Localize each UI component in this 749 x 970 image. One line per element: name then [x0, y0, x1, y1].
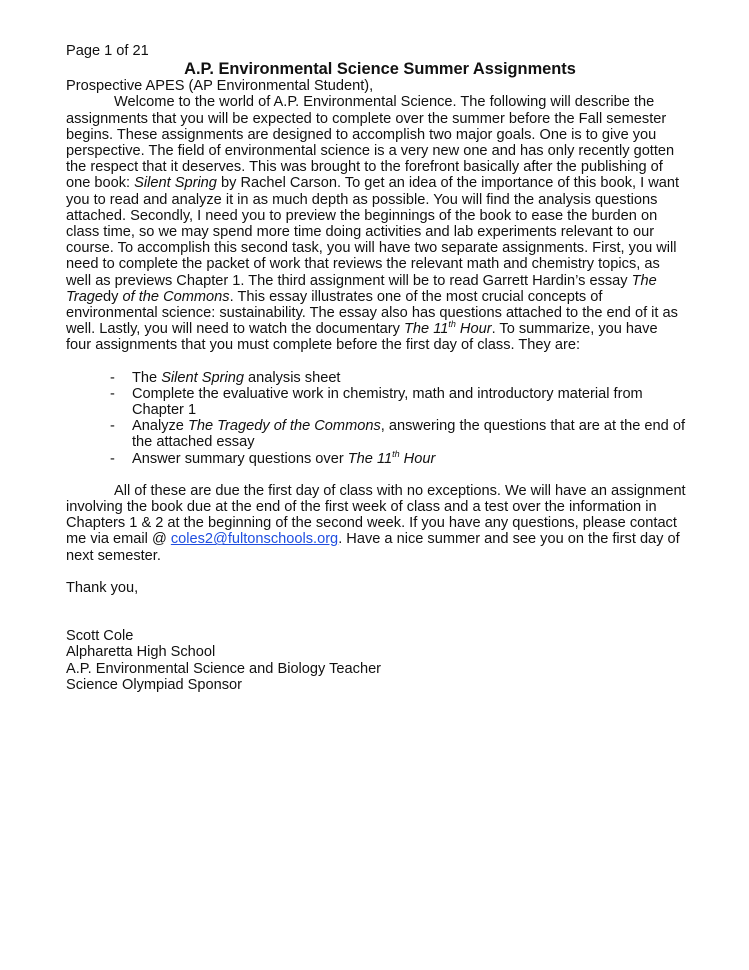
thanks-line: Thank you,	[66, 579, 139, 596]
list-item	[66, 370, 686, 386]
document-title: A.P. Environmental Science Summer Assignments	[184, 60, 576, 79]
bullet-dash: -	[110, 418, 115, 435]
bullet-dash: -	[110, 385, 115, 402]
intro-text-2: by Rachel Carson. To get an idea of the importance of this book, I want you to read and analyze it in as much depth as possible. You will find the analysis questions attached. Secondly, I need you to preview the beginnings of the book to ease the burden on class time, so we may spend more time doing activities and lab experiments relevant to our course. To accomplish this second task, you will have two separate assignments. First, you will need to complete the packet of work that reviews the relevant math and chemistry topics, as well as previews Chapter 1. The third assignment will be to read Garrett Hardin’s essay	[66, 175, 680, 289]
essay-title-part-3: of the Commons	[118, 288, 230, 305]
list-item	[66, 448, 686, 467]
closing-text-2: . Have a nice summer and see you on the first day of next semester.	[66, 531, 680, 564]
signature-name: Scott Cole	[66, 628, 134, 645]
spacer	[66, 564, 686, 580]
item-emphasis: Silent Spring	[161, 369, 244, 386]
item-text: Analyze	[132, 418, 188, 435]
page-number: Page 1 of 21	[66, 43, 149, 59]
book-title-silent-spring: Silent Spring	[134, 175, 217, 192]
salutation: Prospective APES (AP Environmental Student),	[66, 78, 374, 95]
closing-paragraph	[66, 483, 686, 564]
item-text: Complete the evaluative work in chemistry, math and introductory material from Chapter 1	[132, 385, 643, 419]
film-title-sup: th	[448, 319, 456, 330]
item-text: Answer summary questions over	[132, 450, 348, 467]
item-emphasis: The Tragedy of the Commons	[187, 418, 381, 435]
signature-school: Alpharetta High School	[66, 644, 216, 661]
film-title-pre: The 11	[404, 321, 449, 338]
film-title	[404, 321, 492, 337]
item-text: analysis sheet	[243, 369, 341, 386]
intro-paragraph	[66, 94, 686, 353]
item-text: , answering the questions that are at the end of the attached essay	[132, 418, 686, 451]
film-title-pre: The 11	[347, 450, 393, 467]
intro-text-3: . This essay illustrates one of the most crucial concepts of environmental science: sustainability. The essay also has questions attached to the end of it as well. Lastly, you will need to watch the documentary	[66, 288, 678, 338]
bullet-dash: -	[110, 369, 115, 386]
essay-title-part-2: dy	[103, 288, 119, 305]
item-emphasis	[347, 448, 436, 467]
closing-text-1: All of these are due the first day of class with no exceptions. We will have an assignment involving the book due at the end of the first week of class and a test over the information in Chapters 1 & 2 at the beginning of the second week. If you have any questions, please contact me via email @	[66, 482, 686, 548]
spacer	[66, 467, 686, 483]
film-title-sup: th	[392, 448, 400, 459]
bullet-dash: -	[110, 450, 115, 467]
intro-text-4: . To summarize, you have four assignments that you must complete before the first day of class. They are:	[66, 321, 658, 354]
spacer	[66, 596, 686, 628]
email-link[interactable]: coles2@fultonschools.org	[170, 531, 339, 548]
film-title-post: Hour	[455, 321, 492, 338]
signature-role: A.P. Environmental Science and Biology Teacher	[66, 660, 382, 677]
list-item	[66, 418, 686, 450]
intro-text-1: Welcome to the world of A.P. Environmental Science. The following will describe the assignments that you will be expected to complete over the summer before the Fall semester begins. These assignments are designed to accomplish two major goals. One is to give you perspective. The field of environmental science is a very new one and has only recently gotten the respect that it deserves. This was brought to the forefront basically after the publishing of one book:	[66, 94, 675, 192]
signature-sponsor: Science Olympiad Sponsor	[66, 676, 243, 693]
film-title-post: Hour	[399, 450, 436, 467]
item-text: The	[132, 369, 162, 386]
list-item	[66, 386, 686, 418]
essay-title-part-1: The Trage	[66, 272, 657, 305]
assignment-list	[66, 370, 686, 467]
document-page	[66, 43, 686, 693]
